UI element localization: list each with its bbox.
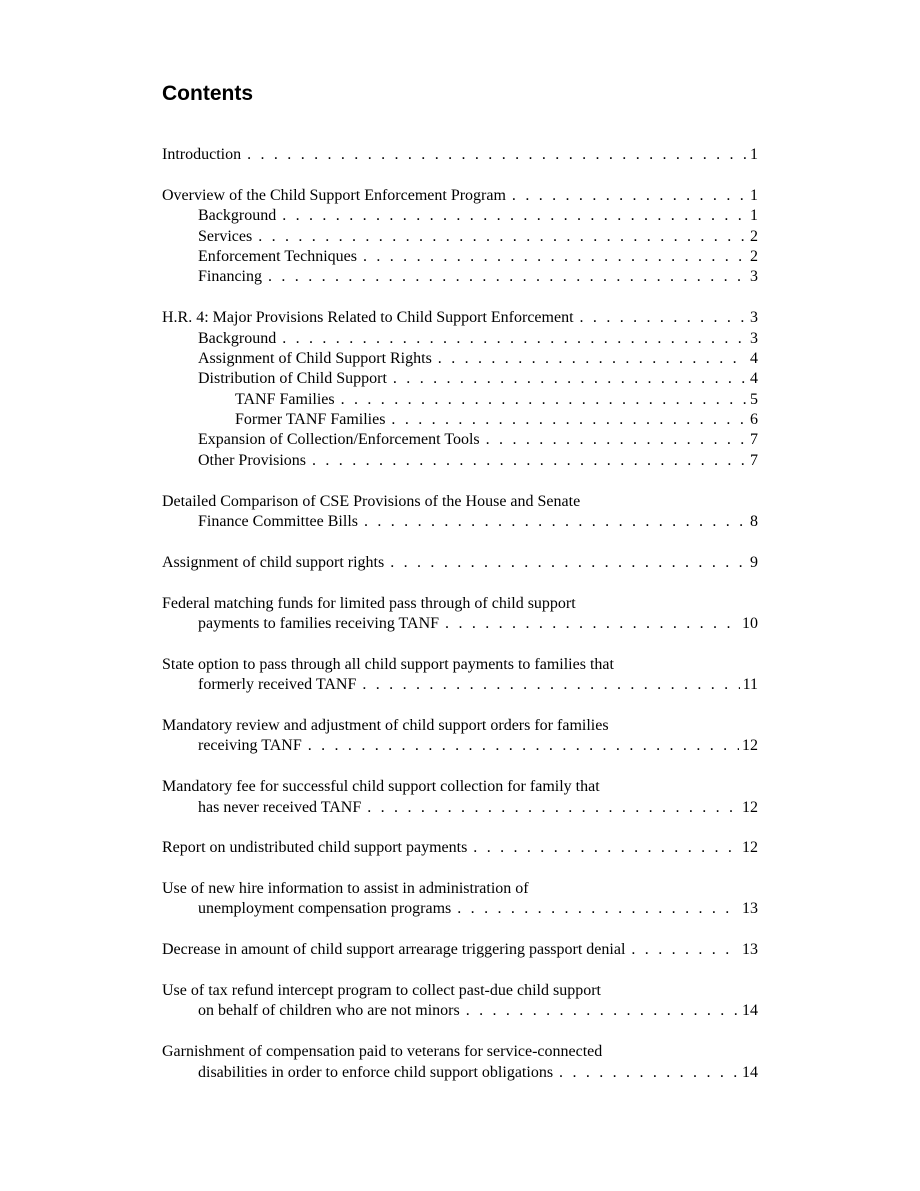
toc-entry-title: receiving TANF xyxy=(198,737,302,755)
toc-entry-title: Assignment of Child Support Rights xyxy=(198,349,432,367)
toc-dot-leader xyxy=(631,940,739,960)
toc-entry[interactable] xyxy=(162,512,758,532)
toc-entry-title: on behalf of children who are not minors xyxy=(198,1002,460,1020)
toc-page-number: 2 xyxy=(750,247,758,265)
toc-entry[interactable] xyxy=(162,614,758,634)
toc-page-number: 8 xyxy=(750,513,758,531)
toc-entry-title: payments to families receiving TANF xyxy=(198,614,440,632)
toc-page-number: 14 xyxy=(742,1002,758,1020)
toc-dot-leader xyxy=(341,390,747,410)
toc-dot-leader xyxy=(393,369,747,389)
toc-entry[interactable] xyxy=(162,145,758,165)
toc-page-number: 3 xyxy=(750,329,758,347)
toc-page-number: 1 xyxy=(750,146,758,163)
toc-page-number: 12 xyxy=(742,798,758,816)
toc-dot-leader xyxy=(466,1001,739,1021)
toc-entry[interactable] xyxy=(162,430,758,450)
toc-entry[interactable] xyxy=(162,410,758,430)
toc-dot-leader xyxy=(390,553,747,573)
toc-entry xyxy=(162,655,758,675)
toc-page-number: 7 xyxy=(750,451,758,469)
toc-entry-title: has never received TANF xyxy=(198,798,362,816)
toc-page-number: 7 xyxy=(750,431,758,449)
toc-entry-title: Mandatory fee for successful child support collection for family that xyxy=(162,778,600,796)
toc-entry-title: Garnishment of compensation paid to veterans for service-connected xyxy=(162,1043,603,1061)
toc-entry xyxy=(162,594,758,614)
toc-entry[interactable] xyxy=(162,940,758,960)
toc-dot-leader xyxy=(268,267,747,287)
toc-page-number: 13 xyxy=(742,900,758,918)
toc-entry-title: Former TANF Families xyxy=(235,411,386,429)
toc-dot-leader xyxy=(282,329,747,349)
toc-dot-leader xyxy=(512,186,747,206)
toc-dot-leader xyxy=(282,206,747,226)
toc-dot-leader xyxy=(559,1063,739,1083)
toc-entry[interactable] xyxy=(162,227,758,247)
toc-entry[interactable] xyxy=(162,899,758,919)
toc-dot-leader xyxy=(486,430,747,450)
table-of-contents xyxy=(162,145,758,1083)
toc-entry xyxy=(162,777,758,797)
toc-dot-leader xyxy=(312,451,747,471)
toc-entry-title: disabilities in order to enforce child support obligations xyxy=(198,1063,554,1081)
toc-page-number: 3 xyxy=(750,268,758,286)
toc-dot-leader xyxy=(445,614,739,634)
toc-entry[interactable] xyxy=(162,736,758,756)
toc-page-number: 1 xyxy=(750,207,758,225)
toc-entry-title: formerly received TANF xyxy=(198,676,357,694)
toc-entry-title: Report on undistributed child support payments xyxy=(162,839,468,857)
toc-page-number: 11 xyxy=(742,676,758,694)
toc-entry[interactable] xyxy=(162,675,758,695)
toc-entry-title: Detailed Comparison of CSE Provisions of the House and Senate xyxy=(162,492,581,510)
toc-entry-title: Background xyxy=(198,329,277,347)
toc-entry-title: Enforcement Techniques xyxy=(198,247,357,265)
toc-page-number: 1 xyxy=(750,186,758,204)
toc-entry-title: Expansion of Collection/Enforcement Tools xyxy=(198,431,480,449)
toc-entry-title: H.R. 4: Major Provisions Related to Child Support Enforcement xyxy=(162,309,574,327)
toc-page-number: 12 xyxy=(742,737,758,755)
toc-entry[interactable] xyxy=(162,798,758,818)
toc-entry-title: State option to pass through all child support payments to families that xyxy=(162,655,614,673)
toc-page-number: 12 xyxy=(742,839,758,857)
toc-entry-title: Services xyxy=(198,227,253,245)
toc-dot-leader xyxy=(364,512,747,532)
toc-entry-title: Finance Committee Bills xyxy=(198,513,358,531)
toc-entry[interactable] xyxy=(162,390,758,410)
toc-entry[interactable] xyxy=(162,349,758,369)
toc-page-number: 2 xyxy=(750,227,758,245)
toc-entry-title: Mandatory review and adjustment of child support orders for families xyxy=(162,716,609,734)
toc-dot-leader xyxy=(363,247,747,267)
toc-entry[interactable] xyxy=(162,838,758,858)
toc-dot-leader xyxy=(362,675,739,695)
toc-page-number: 14 xyxy=(742,1063,758,1081)
toc-dot-leader xyxy=(580,308,747,328)
toc-entry-title: TANF Families xyxy=(235,390,335,408)
toc-page-number: 3 xyxy=(750,309,758,327)
toc-entry-title: Use of tax refund intercept program to collect past-due child support xyxy=(162,982,601,1000)
toc-page-number: 5 xyxy=(750,390,758,408)
toc-entry[interactable] xyxy=(162,553,758,573)
toc-dot-leader xyxy=(391,410,747,430)
toc-page-number: 6 xyxy=(750,411,758,429)
toc-page-number: 13 xyxy=(742,941,758,959)
toc-entry-title: Decrease in amount of child support arrearage triggering passport denial xyxy=(162,941,626,959)
toc-entry-title: Overview of the Child Support Enforcement Program xyxy=(162,186,506,204)
toc-entry[interactable] xyxy=(162,1001,758,1021)
toc-entry-title: Federal matching funds for limited pass through of child support xyxy=(162,594,576,612)
toc-page-number: 10 xyxy=(742,614,758,632)
toc-entry[interactable] xyxy=(162,451,758,471)
toc-entry[interactable] xyxy=(162,186,758,206)
toc-entry xyxy=(162,716,758,736)
toc-entry-title: Distribution of Child Support xyxy=(198,370,387,388)
toc-entry[interactable] xyxy=(162,308,758,328)
toc-dot-leader xyxy=(258,227,747,247)
toc-page-number: 4 xyxy=(750,349,758,367)
toc-entry-title: unemployment compensation programs xyxy=(198,900,452,918)
toc-entry-title: Financing xyxy=(198,268,262,286)
page-title: Contents xyxy=(162,82,253,105)
toc-entry[interactable] xyxy=(162,206,758,226)
toc-entry xyxy=(162,981,758,1001)
toc-entry[interactable] xyxy=(162,267,758,287)
toc-dot-leader xyxy=(438,349,747,369)
toc-dot-leader xyxy=(457,899,739,919)
toc-entry-title: Introduction xyxy=(162,146,242,163)
toc-dot-leader xyxy=(308,736,739,756)
toc-entry xyxy=(162,492,758,512)
toc-entry-title: Assignment of child support rights xyxy=(162,553,385,571)
toc-entry-title: Use of new hire information to assist in administration of xyxy=(162,880,529,898)
toc-dot-leader xyxy=(473,838,739,858)
toc-entry xyxy=(162,879,758,899)
toc-entry-title: Background xyxy=(198,207,277,225)
toc-entry[interactable] xyxy=(162,247,758,267)
toc-entry[interactable] xyxy=(162,329,758,349)
toc-dot-leader xyxy=(367,798,739,818)
toc-entry xyxy=(162,1042,758,1062)
toc-entry[interactable] xyxy=(162,369,758,389)
toc-entry[interactable] xyxy=(162,1063,758,1083)
toc-page-number: 4 xyxy=(750,370,758,388)
toc-page-number: 9 xyxy=(750,553,758,571)
toc-dot-leader xyxy=(247,145,747,165)
toc-entry-title: Other Provisions xyxy=(198,451,306,469)
